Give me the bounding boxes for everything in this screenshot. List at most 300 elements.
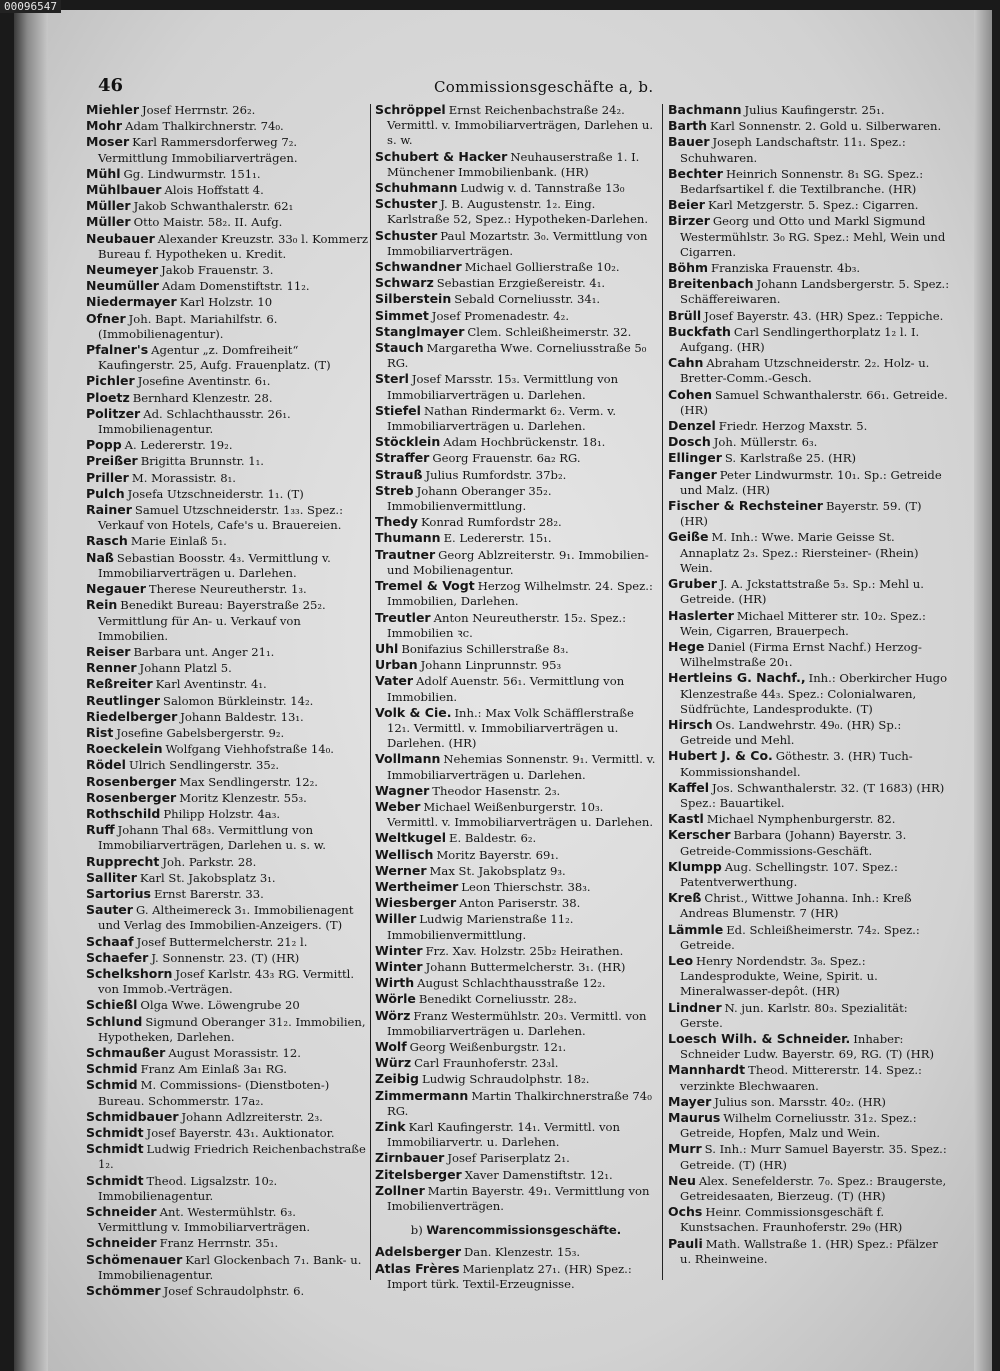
- entry-name: Schmidbauer: [86, 1108, 179, 1124]
- entry-name: Priller: [86, 469, 129, 485]
- directory-entry: [375, 196, 657, 227]
- entry-details: Xaver Damenstiftstr. 12₁.: [464, 1167, 613, 1182]
- directory-entry: [668, 1173, 950, 1204]
- directory-entry: [375, 1167, 657, 1183]
- entry-name: Thedy: [375, 514, 418, 530]
- entry-name: Neubauer: [86, 230, 155, 246]
- directory-entry: [375, 1088, 657, 1119]
- directory-entry: [86, 102, 368, 118]
- section-prefix: b): [410, 1223, 423, 1238]
- entry-details: S. Inh.: Murr Samuel Bayerstr. 35. Spez.: Getreide. (T) (HR): [680, 1142, 947, 1172]
- entry-name: Roeckelein: [86, 741, 163, 757]
- directory-entry: [668, 418, 950, 434]
- entry-name: Geiße: [668, 529, 709, 545]
- entry-name: Leo: [668, 952, 694, 968]
- entry-details: Anton Pariserstr. 38.: [459, 896, 581, 911]
- entry-details: Göthestr. 3. (HR) Tuch-Kommissionshandel.: [680, 749, 913, 779]
- directory-entry: [375, 1261, 657, 1292]
- entry-name: Birzer: [668, 213, 710, 229]
- directory-entry: [668, 639, 950, 670]
- entry-details: Alois Hoffstatt 4.: [164, 183, 264, 198]
- directory-entry: [375, 450, 657, 466]
- entry-name: Wiesberger: [375, 895, 457, 911]
- entry-details: Bernhard Klenzestr. 28.: [132, 390, 273, 405]
- entry-name: Sterl: [375, 371, 409, 387]
- entry-details: Johann Baldestr. 13₁.: [180, 709, 304, 724]
- directory-entry: [375, 879, 657, 895]
- entry-name: Loesch Wilh. & Schneider.: [668, 1030, 851, 1046]
- entry-name: Sartorius: [86, 885, 151, 901]
- entry-name: Bachmann: [668, 102, 742, 117]
- directory-entry: [375, 799, 657, 830]
- entry-name: Renner: [86, 660, 137, 676]
- entry-name: Pulch: [86, 485, 125, 501]
- entry-name: Wörz: [375, 1007, 411, 1023]
- entry-name: Rein: [86, 597, 118, 613]
- directory-entry: [668, 1204, 950, 1235]
- directory-entry: [375, 403, 657, 434]
- entry-name: Schmidt: [86, 1125, 144, 1140]
- entry-name: Bauer: [668, 134, 710, 150]
- directory-page: [14, 10, 992, 1371]
- entry-name: Zimmermann: [375, 1087, 469, 1103]
- entry-name: Wirth: [375, 975, 415, 991]
- directory-entry: [86, 278, 368, 294]
- entry-details: Alex. Senefelderstr. 7₀. Spez.: Braugerste, Getreidesaaten, Bierzeug. (T) (HR): [680, 1173, 947, 1204]
- directory-entry: [86, 1204, 368, 1235]
- entry-name: Niedermayer: [86, 294, 177, 310]
- entry-name: Schröppel: [375, 102, 446, 117]
- entry-name: Schubert & Hacker: [375, 148, 508, 164]
- directory-entry: [86, 1173, 368, 1204]
- directory-entry: [375, 467, 657, 483]
- entry-name: Schmaußer: [86, 1044, 166, 1060]
- directory-entry: [86, 660, 368, 676]
- directory-entry: [375, 975, 657, 991]
- entry-details: Georg Frauenstr. 6a₂ RG.: [432, 451, 581, 466]
- directory-entry: [375, 991, 657, 1007]
- entry-name: Weber: [375, 798, 421, 814]
- directory-entry: [375, 830, 657, 846]
- entry-details: Josef Herrnstr. 26₂.: [142, 103, 256, 117]
- entry-details: Samuel Schwanthalerstr. 66₁. Getreide. (HR): [680, 387, 948, 417]
- entry-name: Atlas Frères: [375, 1260, 460, 1276]
- directory-entry: [86, 294, 368, 310]
- entry-details: Theodor Hasenstr. 2₃.: [432, 783, 561, 798]
- directory-entry: [668, 260, 950, 276]
- entry-details: Heinr. Commissionsgeschäft f. Kunstsachen. Fraunhoferstr. 29₀ (HR): [680, 1205, 903, 1235]
- directory-entry: [375, 371, 657, 402]
- directory-entry: [668, 434, 950, 450]
- directory-entry: [375, 911, 657, 942]
- entry-name: Rasch: [86, 533, 128, 549]
- directory-entry: [668, 1062, 950, 1093]
- entry-name: Rist: [86, 724, 114, 740]
- entry-details: Franziska Frauenstr. 4b₃.: [711, 261, 861, 276]
- running-header: Commissionsgeschäfte a, b.: [434, 78, 654, 96]
- directory-entry: [86, 1141, 368, 1172]
- entry-details: Josef Karlstr. 43₃ RG. Vermittl. von Immob.-Verträgen.: [98, 966, 355, 997]
- entry-name: Kaffel: [668, 779, 710, 795]
- directory-entry: [668, 467, 950, 498]
- entry-details: Inhaber: Schneider Ludw. Bayerstr. 69, RG. (T) (HR): [680, 1031, 935, 1062]
- directory-entry: [375, 959, 657, 975]
- column-rule: [662, 104, 663, 1280]
- entry-details: Johann Landsbergerstr. 5. Spez.: Schäffereiwaren.: [680, 277, 950, 307]
- entry-name: Mannhardt: [668, 1062, 746, 1078]
- entry-details: Josefa Utzschneiderstr. 1₁. (T): [127, 486, 304, 501]
- directory-entry: [86, 693, 368, 709]
- directory-entry: [668, 780, 950, 811]
- directory-entry: [86, 1235, 368, 1251]
- entry-name: Willer: [375, 911, 417, 927]
- directory-entry: [668, 953, 950, 1000]
- entry-name: Negauer: [86, 581, 146, 597]
- book-gutter: [14, 10, 48, 1371]
- entry-name: Ploetz: [86, 389, 130, 405]
- column-2-section-entries: [375, 1244, 657, 1292]
- entry-name: Rosenberger: [86, 789, 177, 805]
- entry-details: E. Baldestr. 6₂.: [449, 831, 537, 846]
- entry-name: Würz: [375, 1055, 412, 1071]
- entry-details: Benedikt Bureau: Bayerstraße 25₂. Vermittlung für An- u. Verkauf von Immobilien.: [98, 598, 326, 643]
- entry-details: G. Altheimereck 3₁. Immobilienagent und Verlag des Immobilien-Anzeigers. (T): [98, 903, 354, 933]
- entry-details: Georg Ablzreiterstr. 9₁. Immobilien- und Mobilienagentur.: [387, 547, 649, 577]
- directory-entry: [86, 934, 368, 950]
- directory-entry: [668, 670, 950, 717]
- directory-entry: [668, 576, 950, 607]
- entry-details: Ludwig Marienstraße 11₂. Immobilienvermittlung.: [387, 912, 574, 942]
- directory-entry: [86, 1077, 368, 1108]
- entry-name: Schuster: [375, 196, 438, 212]
- directory-entry: [86, 676, 368, 692]
- entry-details: Wilhelm Corneliusstr. 31₂. Spez.: Getreide, Hopfen, Malz und Wein.: [680, 1111, 917, 1141]
- entry-details: Karl Sonnenstr. 2. Gold u. Silberwaren.: [710, 119, 942, 134]
- entry-details: Julius son. Marsstr. 40₂. (HR): [714, 1094, 886, 1109]
- entry-name: Klumpp: [668, 858, 722, 874]
- entry-name: Fischer & Rechsteiner: [668, 498, 823, 514]
- directory-entry: [668, 166, 950, 197]
- entry-details: Henry Nordendstr. 3₈. Spez.: Landesprodukte, Weine, Spirit. u. Mineralwasser-depôt. (HR): [680, 953, 878, 999]
- entry-details: Josef Schraudolphstr. 6.: [163, 1284, 305, 1299]
- entry-name: Treutler: [375, 609, 431, 625]
- entry-details: Neuhauserstraße 1. I. Münchener Immobilienbank. (HR): [387, 149, 640, 179]
- entry-details: Franz Herrnstr. 35₁.: [159, 1236, 279, 1251]
- entry-name: Denzel: [668, 418, 716, 434]
- directory-entry: [668, 1236, 950, 1267]
- entry-details: Jakob Frauenstr. 3.: [161, 263, 274, 278]
- column-rule: [370, 104, 371, 1280]
- entry-name: Hertleins G. Nachf.,: [668, 670, 806, 686]
- entry-name: Schmidt: [86, 1172, 144, 1188]
- entry-name: Mohr: [86, 118, 123, 134]
- entry-name: Hirsch: [668, 716, 713, 732]
- directory-entry: [375, 434, 657, 450]
- directory-entry: [375, 783, 657, 799]
- entry-details: Frz. Xav. Holzstr. 25b₂ Heirathen.: [425, 943, 624, 958]
- entry-details: Therese Neureutherstr. 1₃.: [148, 582, 307, 597]
- entry-details: Inh.: Oberkircher Hugo Klenzestraße 44₃. Spez.: Colonialwaren, Südfrüchte, Landesprodukte. (T): [680, 671, 948, 716]
- entry-details: Josefine Gabelsbergerstr. 9₂.: [116, 725, 285, 740]
- directory-entry: [375, 751, 657, 782]
- directory-entry: [86, 997, 368, 1013]
- entry-name: Zitelsberger: [375, 1166, 462, 1182]
- entry-name: Zeibig: [375, 1071, 420, 1087]
- entry-name: Kerscher: [668, 827, 731, 843]
- entry-name: Wertheimer: [375, 878, 459, 894]
- directory-entry: [375, 149, 657, 180]
- entry-name: Beier: [668, 197, 705, 213]
- entry-name: Schießl: [86, 997, 138, 1013]
- directory-entry: [668, 387, 950, 418]
- entry-name: Moser: [86, 134, 130, 150]
- entry-name: Thumann: [375, 530, 441, 546]
- entry-details: Martin Bayerstr. 49₁. Vermittlung von Imobilienverträgen.: [387, 1183, 650, 1214]
- entry-details: Moritz Bayerstr. 69₁.: [436, 847, 559, 862]
- entry-details: J. B. Augustenstr. 1₂. Eing. Karlstraße 52, Spez.: Hypotheken-Darlehen.: [387, 197, 649, 227]
- entry-details: E. Ledererstr. 15₁.: [443, 531, 552, 546]
- entry-details: Adolf Auenstr. 56₁. Vermittlung von Immobilien.: [387, 674, 625, 704]
- entry-details: Herzog Wilhelmstr. 24. Spez.: Immobilien, Darlehen.: [387, 579, 653, 609]
- directory-entry: [86, 902, 368, 933]
- directory-entry: [86, 486, 368, 502]
- entry-name: Rödel: [86, 757, 126, 773]
- entry-details: Theod. Ligsalzstr. 10₂. Immobilienagentur.: [98, 1173, 278, 1203]
- directory-entry: [668, 1094, 950, 1110]
- entry-details: Josef Bayerstr. 43₁. Auktionator.: [146, 1126, 335, 1140]
- directory-entry: [86, 709, 368, 725]
- entry-details: Joh. Parkstr. 28.: [162, 854, 257, 869]
- entry-name: Ruff: [86, 822, 115, 838]
- directory-entry: [668, 118, 950, 134]
- entry-name: Kreß: [668, 890, 702, 906]
- entry-details: S. Karlstraße 25. (HR): [724, 451, 856, 466]
- entry-name: Neu: [668, 1172, 696, 1188]
- entry-details: Karl Rammersdorferweg 7₂. Vermittlung Immobiliarverträgen.: [98, 135, 298, 165]
- directory-entry: [668, 324, 950, 355]
- directory-entry: [86, 790, 368, 806]
- entry-details: Georg Weißenburgstr. 12₁.: [409, 1039, 567, 1054]
- entry-name: Ellinger: [668, 450, 722, 466]
- directory-entry: [86, 214, 368, 230]
- directory-entry: [668, 717, 950, 748]
- entry-name: Politzer: [86, 405, 141, 421]
- entry-details: Josef Pariserplatz 2₁.: [447, 1151, 570, 1166]
- directory-entry: [86, 342, 368, 373]
- entry-name: Buckfath: [668, 323, 731, 339]
- directory-entry: [668, 859, 950, 890]
- entry-name: Zirnbauer: [375, 1150, 445, 1166]
- entry-details: M. Inh.: Wwe. Marie Geisse St. Annaplatz 2₃. Spez.: Riersteiner- (Rhein) Wein.: [680, 530, 919, 575]
- entry-details: Sigmund Oberanger 31₂. Immobilien, Hypotheken, Darlehen.: [98, 1014, 366, 1044]
- entry-details: Ant. Westermühlstr. 6₃. Vermittlung v. Immobiliarverträgen.: [98, 1205, 311, 1235]
- scan-stamp: 00096547: [0, 0, 61, 13]
- entry-name: Schmidt: [86, 1141, 144, 1157]
- entry-details: Philipp Holzstr. 4a₃.: [163, 806, 281, 821]
- directory-entry: [375, 308, 657, 324]
- entry-details: Josef Promenadestr. 4₂.: [431, 308, 570, 323]
- entry-details: N. jun. Karlstr. 80₃. Spezialität: Gerste.: [680, 1000, 908, 1030]
- entry-details: Ernst Reichenbachstraße 24₂. Vermittl. v. Immobiliarverträgen, Darlehen u. s. w.: [387, 103, 654, 148]
- entry-details: Konrad Rumfordstr 28₂.: [421, 515, 562, 530]
- directory-entry: [86, 597, 368, 644]
- entry-details: Franz Am Einlaß 3a₁ RG.: [140, 1062, 287, 1077]
- entry-name: Volk & Cie.: [375, 704, 452, 720]
- entry-details: Heinrich Sonnenstr. 8₁ SG. Spez.: Bedarfsartikel f. die Textilbranche. (HR): [680, 166, 924, 197]
- directory-entry: [375, 847, 657, 863]
- entry-name: Streb: [375, 482, 414, 498]
- entry-details: Agentur „z. Domfreiheit“ Kaufingerstr. 25, Aufg. Frauenplatz. (T): [98, 343, 331, 373]
- entry-name: Ofner: [86, 310, 126, 326]
- directory-entry: [86, 373, 368, 389]
- entry-name: Urban: [375, 657, 418, 673]
- entry-details: Jos. Schwanthalerstr. 32. (T 1683) (HR) Spez.: Bauartikel.: [680, 780, 945, 810]
- entry-name: Schelkshorn: [86, 965, 173, 981]
- directory-entry: [86, 1014, 368, 1045]
- entry-name: Trautner: [375, 546, 436, 562]
- entry-details: Michael Gollierstraße 10₂.: [464, 260, 620, 275]
- entry-name: Wolf: [375, 1038, 407, 1054]
- entry-details: Sebald Corneliusstr. 34₁.: [454, 292, 601, 307]
- directory-entry: [86, 550, 368, 581]
- entry-details: Franz Westermühlstr. 20₃. Vermittl. von Immobiliarverträgen u. Darlehen.: [387, 1008, 647, 1038]
- entry-details: Johann Adlzreiterstr. 2₃.: [181, 1109, 323, 1124]
- entry-name: Schömenauer: [86, 1251, 183, 1267]
- directory-entry: [86, 1109, 368, 1125]
- entry-name: Schwarz: [375, 275, 434, 291]
- entry-name: Rupprecht: [86, 853, 160, 869]
- directory-entry: [375, 610, 657, 641]
- entry-details: Johann Thal 68₃. Vermittlung von Immobiliarverträgen, Darlehen u. s. w.: [98, 823, 326, 853]
- directory-entry: [375, 943, 657, 959]
- directory-entry: [375, 275, 657, 291]
- directory-entry: [86, 950, 368, 966]
- entry-name: Mayer: [668, 1093, 712, 1109]
- directory-entry: [668, 1141, 950, 1172]
- entry-details: Josefine Aventinstr. 6₁.: [137, 374, 271, 389]
- entry-name: Fanger: [668, 466, 717, 482]
- entry-details: Joh. Bapt. Mariahilfstr. 6. (Immobilienagentur).: [98, 311, 278, 341]
- section-title: Warencommissionsgeschäfte.: [426, 1223, 622, 1238]
- directory-entry: [375, 102, 657, 149]
- column-2: [375, 102, 657, 1292]
- directory-entry: [375, 1039, 657, 1055]
- entry-details: Josef Bayerstr. 43. (HR) Spez.: Teppiche.: [704, 308, 944, 323]
- entry-name: Reiser: [86, 643, 131, 659]
- entry-details: Inh.: Max Volk Schäfflerstraße 12₁. Vermittl. v. Immobiliarverträgen u. Darlehen. (HR): [387, 705, 634, 751]
- entry-details: Josef Marsstr. 15₃. Vermittlung von Immobiliarverträgen u. Darlehen.: [387, 372, 619, 402]
- entry-details: Ludwig v. d. Tannstraße 13₀: [460, 181, 625, 196]
- entry-details: Michael Nymphenburgerstr. 82.: [706, 812, 896, 827]
- entry-details: Martin Thalkirchnerstraße 74₀ RG.: [387, 1088, 652, 1118]
- entry-details: Christ., Wittwe Johanna. Inh.: Kreß Andreas Blumenstr. 7 (HR): [680, 891, 912, 921]
- entry-name: Silberstein: [375, 291, 452, 307]
- entry-details: Dan. Klenzestr. 15₃.: [464, 1245, 581, 1260]
- entry-details: Abraham Utzschneiderstr. 2₂. Holz- u. Bretter-Comm.-Gesch.: [680, 356, 930, 386]
- entry-name: Pauli: [668, 1235, 703, 1251]
- entry-name: Zollner: [375, 1182, 425, 1198]
- directory-entry: [375, 657, 657, 673]
- directory-entry: [375, 1183, 657, 1214]
- entry-details: Wolfgang Viehhofstraße 14₀.: [165, 742, 334, 757]
- directory-entry: [668, 308, 950, 324]
- entry-name: Reßreiter: [86, 676, 153, 692]
- directory-entry: [86, 741, 368, 757]
- directory-entry: [86, 166, 368, 182]
- directory-entry: [668, 276, 950, 307]
- column-2-entries: [375, 102, 657, 1214]
- entry-name: Uhl: [375, 640, 399, 656]
- entry-details: Ed. Schleißheimerstr. 74₂. Spez.: Getreide.: [680, 922, 920, 952]
- directory-entry: [86, 886, 368, 902]
- directory-entry: [86, 533, 368, 549]
- entry-name: Schmid: [86, 1077, 138, 1093]
- entry-details: Olga Wwe. Löwengrube 20: [140, 998, 300, 1013]
- entry-details: Jakob Schwanthalerstr. 62₁: [133, 199, 294, 214]
- entry-name: Sauter: [86, 902, 133, 918]
- entry-details: Karl Aventinstr. 4₁.: [155, 677, 267, 692]
- entry-details: Benedikt Corneliusstr. 28₂.: [418, 992, 577, 1007]
- column-3: [668, 102, 950, 1267]
- entry-name: Schneider: [86, 1204, 157, 1220]
- entry-details: Daniel (Firma Ernst Nachf.) Herzog-Wilhelmstraße 20₁.: [680, 639, 922, 670]
- entry-details: M. Morassistr. 8₁.: [131, 470, 236, 485]
- directory-entry: [375, 259, 657, 275]
- directory-entry: [86, 806, 368, 822]
- entry-details: August Schlachthausstraße 12₂.: [417, 976, 606, 991]
- directory-entry: [86, 774, 368, 790]
- directory-entry: [375, 863, 657, 879]
- entry-name: Hubert J. & Co.: [668, 748, 773, 764]
- entry-name: Kastl: [668, 811, 704, 827]
- entry-details: A. Ledererstr. 19₂.: [124, 438, 233, 453]
- entry-details: Nehemias Sonnenstr. 9₁. Vermittl. v. Immobiliarverträgen u. Darlehen.: [387, 752, 656, 782]
- directory-entry: [86, 757, 368, 773]
- directory-entry: [375, 1071, 657, 1087]
- directory-entry: [375, 483, 657, 514]
- directory-entry: [86, 231, 368, 262]
- entry-name: Breitenbach: [668, 276, 754, 292]
- entry-details: Friedr. Herzog Maxstr. 5.: [718, 419, 868, 434]
- directory-entry: [86, 182, 368, 198]
- entry-details: Max St. Jakobsplatz 9₃.: [429, 863, 566, 878]
- entry-name: Winter: [375, 958, 423, 974]
- directory-entry: [375, 530, 657, 546]
- entry-details: Sebastian Erzgießereistr. 4₁.: [436, 276, 606, 291]
- entry-details: Os. Landwehrstr. 49₀. (HR) Sp.: Getreide und Mehl.: [680, 717, 902, 748]
- directory-entry: [86, 822, 368, 853]
- entry-details: Salomon Bürkleinstr. 14₂.: [163, 693, 314, 708]
- directory-entry: [668, 450, 950, 466]
- entry-name: Popp: [86, 437, 122, 453]
- entry-details: Julius Kaufingerstr. 25₁.: [744, 103, 885, 117]
- entry-details: Samuel Utzschneiderstr. 1₃₃. Spez.: Verkauf von Hotels, Cafe's u. Brauereien.: [98, 503, 343, 533]
- entry-name: Zink: [375, 1119, 406, 1134]
- entry-details: Karl Glockenbach 7₁. Bank- u. Immobilienagentur.: [98, 1252, 362, 1282]
- directory-entry: [86, 406, 368, 437]
- entry-details: Karl St. Jakobsplatz 3₁.: [139, 870, 276, 885]
- entry-name: Straffer: [375, 450, 430, 466]
- directory-entry: [668, 102, 950, 118]
- entry-name: Mühlbauer: [86, 182, 162, 198]
- entry-name: Mühl: [86, 165, 121, 181]
- directory-entry: [668, 811, 950, 827]
- directory-entry: [86, 1252, 368, 1283]
- directory-entry: [668, 197, 950, 213]
- entry-name: Neumüller: [86, 278, 159, 294]
- entry-name: Stöcklein: [375, 434, 441, 450]
- directory-entry: [375, 673, 657, 704]
